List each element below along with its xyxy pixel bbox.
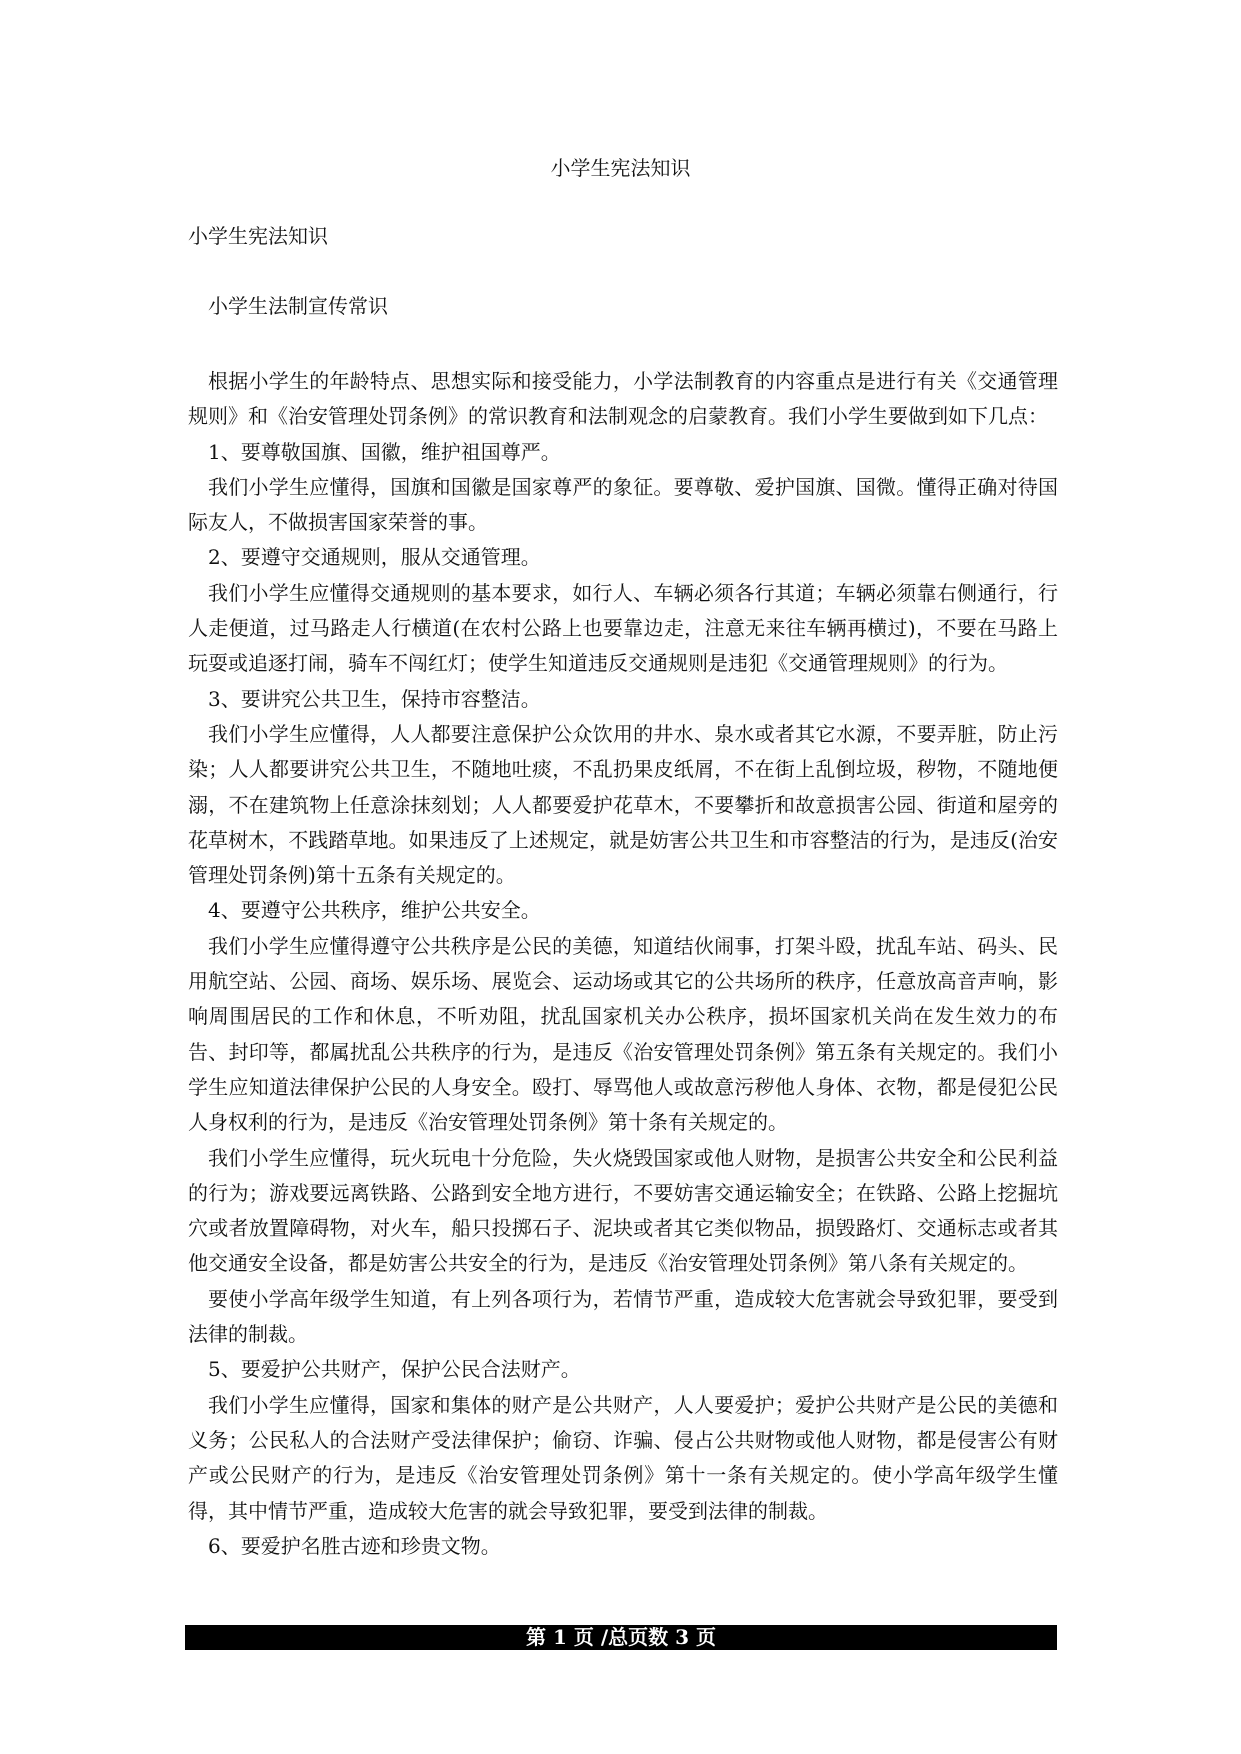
list-item-heading: 3、要讲究公共卫生，保持市容整洁。: [208, 686, 541, 711]
document-content: [188, 222, 1058, 1564]
document-title: 小学生宪法知识: [550, 156, 691, 180]
document-subtitle: 小学生宪法知识: [188, 224, 328, 248]
list-item-heading: 2、要遵守交通规则，服从交通管理。: [208, 545, 541, 570]
body-text: [188, 364, 1058, 1564]
paragraph: 要使小学高年级学生知道，有上列各项行为，若情节严重，造成较大危害就会导致犯罪，要受到法律的制裁。: [188, 1286, 1058, 1347]
paragraph: 我们小学生应懂得，玩火玩电十分危险，失火烧毁国家或他人财物，是损害公共安全和公民利益的行为；游戏要远离铁路、公路到安全地方进行，不要妨害交通运输安全；在铁路、公路上挖掘坑穴或者放置障碍物，对火车，船只投掷石子、泥块或者其它类似物品，损毁路灯、交通标志或者其他交通安全设备，都是妨害公共安全的行为，是违反《治安管理处罚条例》第八条有关规定的。: [188, 1145, 1058, 1276]
paragraph: 我们小学生应懂得，人人都要注意保护公众饮用的井水、泉水或者其它水源，不要弄脏，防止污染；人人都要讲究公共卫生，不随地吐痰，不乱扔果皮纸屑，不在街上乱倒垃圾，秽物，不随地便溺，不在建筑物上任意涂抹刻划；人人都要爱护花草木，不要攀折和故意损害公园、街道和屋旁的花草树木，不践踏草地。如果违反了上述规定，就是妨害公共卫生和市容整洁的行为，是违反(治安管理处罚条例)第十五条有关规定的。: [188, 721, 1058, 888]
list-item-heading: 4、要遵守公共秩序，维护公共安全。: [208, 898, 541, 923]
paragraph: 我们小学生应懂得遵守公共秩序是公民的美德，知道结伙闹事，打架斗殴，扰乱车站、码头、民用航空站、公园、商场、娱乐场、展览会、运动场或其它的公共场所的秩序，任意放高音声响，影响周围居民的工作和休息，不听劝阻，扰乱国家机关办公秩序，损坏国家机关尚在发生效力的布告、封印等，都属扰乱公共秩序的行为，是违反《治安管理处罚条例》第五条有关规定的。我们小学生应知道法律保护公民的人身安全。殴打、辱骂他人或故意污秽他人身体、衣物，都是侵犯公民人身权利的行为，是违反《治安管理处罚条例》第十条有关规定的。: [188, 933, 1058, 1135]
paragraph: 我们小学生应懂得，国家和集体的财产是公共财产，人人要爱护；爱护公共财产是公民的美德和义务；公民私人的合法财产受法律保护；偷窃、诈骗、侵占公共财物或他人财物，都是侵害公有财产或公民财产的行为，是违反《治安管理处罚条例》第十一条有关规定的。使小学高年级学生懂得，其中情节严重，造成较大危害的就会导致犯罪，要受到法律的制裁。: [188, 1392, 1058, 1523]
page-footer: 第 1 页 /总页数 3 页: [185, 1625, 1057, 1650]
list-item-heading: 1、要尊敬国旗、国徽，维护祖国尊严。: [208, 439, 561, 464]
list-item-heading: 5、要爱护公共财产，保护公民合法财产。: [208, 1357, 581, 1382]
paragraph: 我们小学生应懂得交通规则的基本要求，如行人、车辆必须各行其道；车辆必须靠右侧通行，行人走便道，过马路走人行横道(在农村公路上也要靠边走，注意无来往车辆再横过)，不要在马路上玩耍或追逐打闹，骑车不闯红灯；使学生知道违反交通规则是违犯《交通管理规则》的行为。: [188, 580, 1058, 676]
paragraph: 我们小学生应懂得，国旗和国徽是国家尊严的象征。要尊敬、爱护国旗、国微。懂得正确对待国际友人，不做损害国家荣誉的事。: [188, 474, 1058, 535]
list-item-heading: 6、要爱护名胜古迹和珍贵文物。: [208, 1533, 501, 1558]
paragraph-intro: 根据小学生的年龄特点、思想实际和接受能力，小学法制教育的内容重点是进行有关《交通管理规则》和《治安管理处罚条例》的常识教育和法制观念的启蒙教育。我们小学生要做到如下几点：: [188, 369, 1058, 429]
section-heading: 小学生法制宣传常识: [208, 294, 388, 318]
